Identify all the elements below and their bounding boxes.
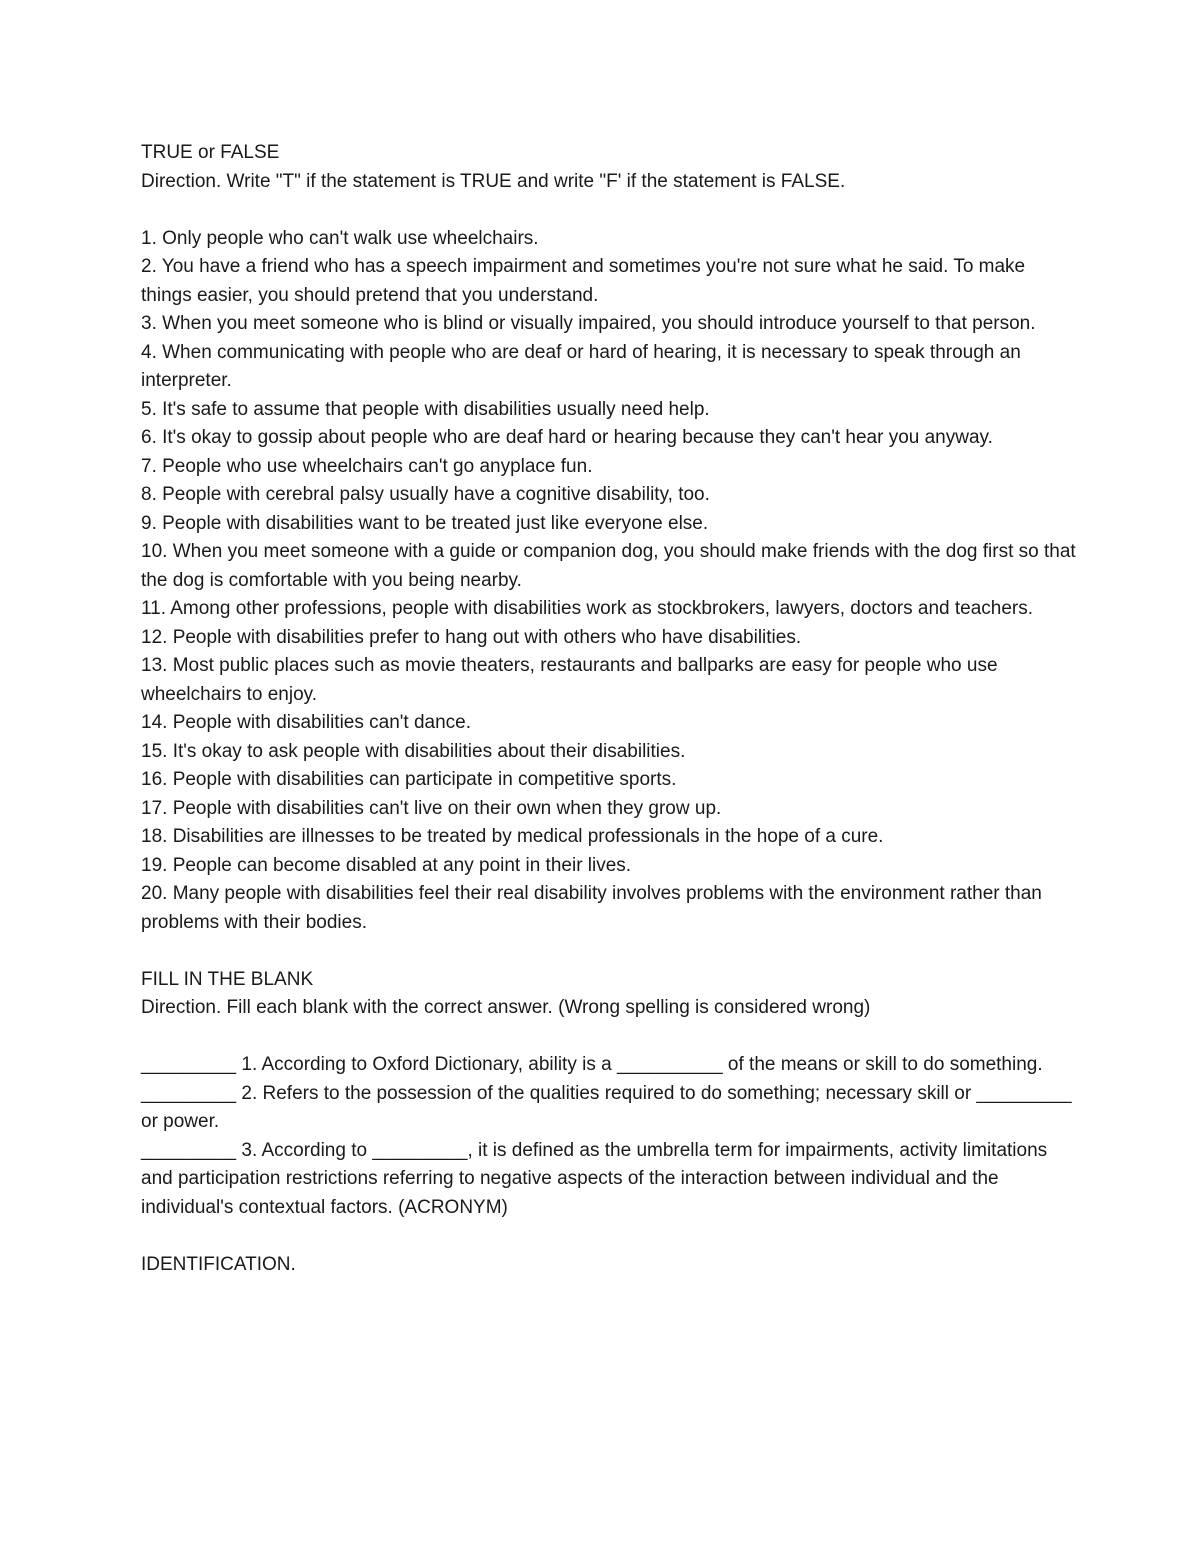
tf-item-12: 12. People with disabilities prefer to hang out with others who have disabilities. (141, 626, 802, 648)
tf-item-19: 19. People can become disabled at any point in their lives. (141, 854, 632, 876)
fill-blank-direction: Direction. Fill each blank with the correct answer. (Wrong spelling is considered wrong) (141, 997, 871, 1018)
spacer (141, 937, 1081, 966)
true-false-direction: Direction. Write "T" if the statement is TRUE and write "F' if the statement is FALSE. (141, 170, 846, 192)
tf-item-9: 9. People with disabilities want to be treated just like everyone else. (141, 512, 709, 534)
tf-item-4: 4. When communicating with people who are deaf or hard of hearing, it is necessary to speak through an interpreter. (141, 341, 1021, 391)
fb-item-1: _________ 1. According to Oxford Dictionary, ability is a __________ of the means or skill to do something. (141, 1054, 1043, 1075)
tf-item-6: 6. It's okay to gossip about people who are deaf hard or hearing because they can't hear you anyway. (141, 427, 993, 448)
spacer (141, 1023, 1081, 1052)
fb-item-3: _________ 3. According to _________, it is defined as the umbrella term for impairments, activity limitations and participation restrictions referring to negative aspects of the interaction between individual and the individual's contextual factors. (ACRONYM) (141, 1139, 1048, 1218)
tf-item-3: 3. When you meet someone who is blind or visually impaired, you should introduce yourself to that person. (141, 313, 1036, 334)
tf-item-5: 5. It's safe to assume that people with disabilities usually need help. (141, 398, 710, 420)
tf-item-8: 8. People with cerebral palsy usually have a cognitive disability, too. (141, 484, 710, 505)
tf-item-14: 14. People with disabilities can't dance. (141, 712, 471, 733)
tf-item-16: 16. People with disabilities can participate in competitive sports. (141, 769, 677, 790)
tf-item-18: 18. Disabilities are illnesses to be treated by medical professionals in the hope of a cure. (141, 826, 884, 847)
fill-blank-list (141, 1051, 1081, 1222)
tf-item-1: 1. Only people who can't walk use wheelchairs. (141, 227, 539, 249)
true-false-list (141, 225, 1081, 938)
tf-item-7: 7. People who use wheelchairs can't go anyplace fun. (141, 455, 593, 477)
tf-item-10: 10. When you meet someone with a guide or companion dog, you should make friends with the dog first so that the dog is comfortable with you being nearby. (141, 541, 1076, 591)
tf-item-20: 20. Many people with disabilities feel their real disability involves problems with the environment rather than problems with their bodies. (141, 883, 1042, 933)
true-false-title: TRUE or FALSE (141, 142, 280, 163)
spacer (141, 196, 1081, 225)
tf-item-2: 2. You have a friend who has a speech impairment and sometimes you're not sure what he said. To make things easier, you should pretend that you understand. (141, 256, 1026, 306)
spacer (141, 1222, 1081, 1251)
identification-title: IDENTIFICATION. (141, 1253, 296, 1275)
tf-item-11: 11. Among other professions, people with disabilities work as stockbrokers, lawyers, doctors and teachers. (141, 598, 1034, 619)
tf-item-15: 15. It's okay to ask people with disabilities about their disabilities. (141, 740, 686, 762)
tf-item-17: 17. People with disabilities can't live on their own when they grow up. (141, 797, 722, 819)
fb-item-2: _________ 2. Refers to the possession of the qualities required to do something; necessary skill or _________ or power. (141, 1082, 1072, 1132)
fill-blank-title: FILL IN THE BLANK (141, 968, 314, 990)
tf-item-13: 13. Most public places such as movie theaters, restaurants and ballparks are easy for people who use wheelchairs to enjoy. (141, 655, 998, 705)
document-page (141, 139, 1081, 1279)
